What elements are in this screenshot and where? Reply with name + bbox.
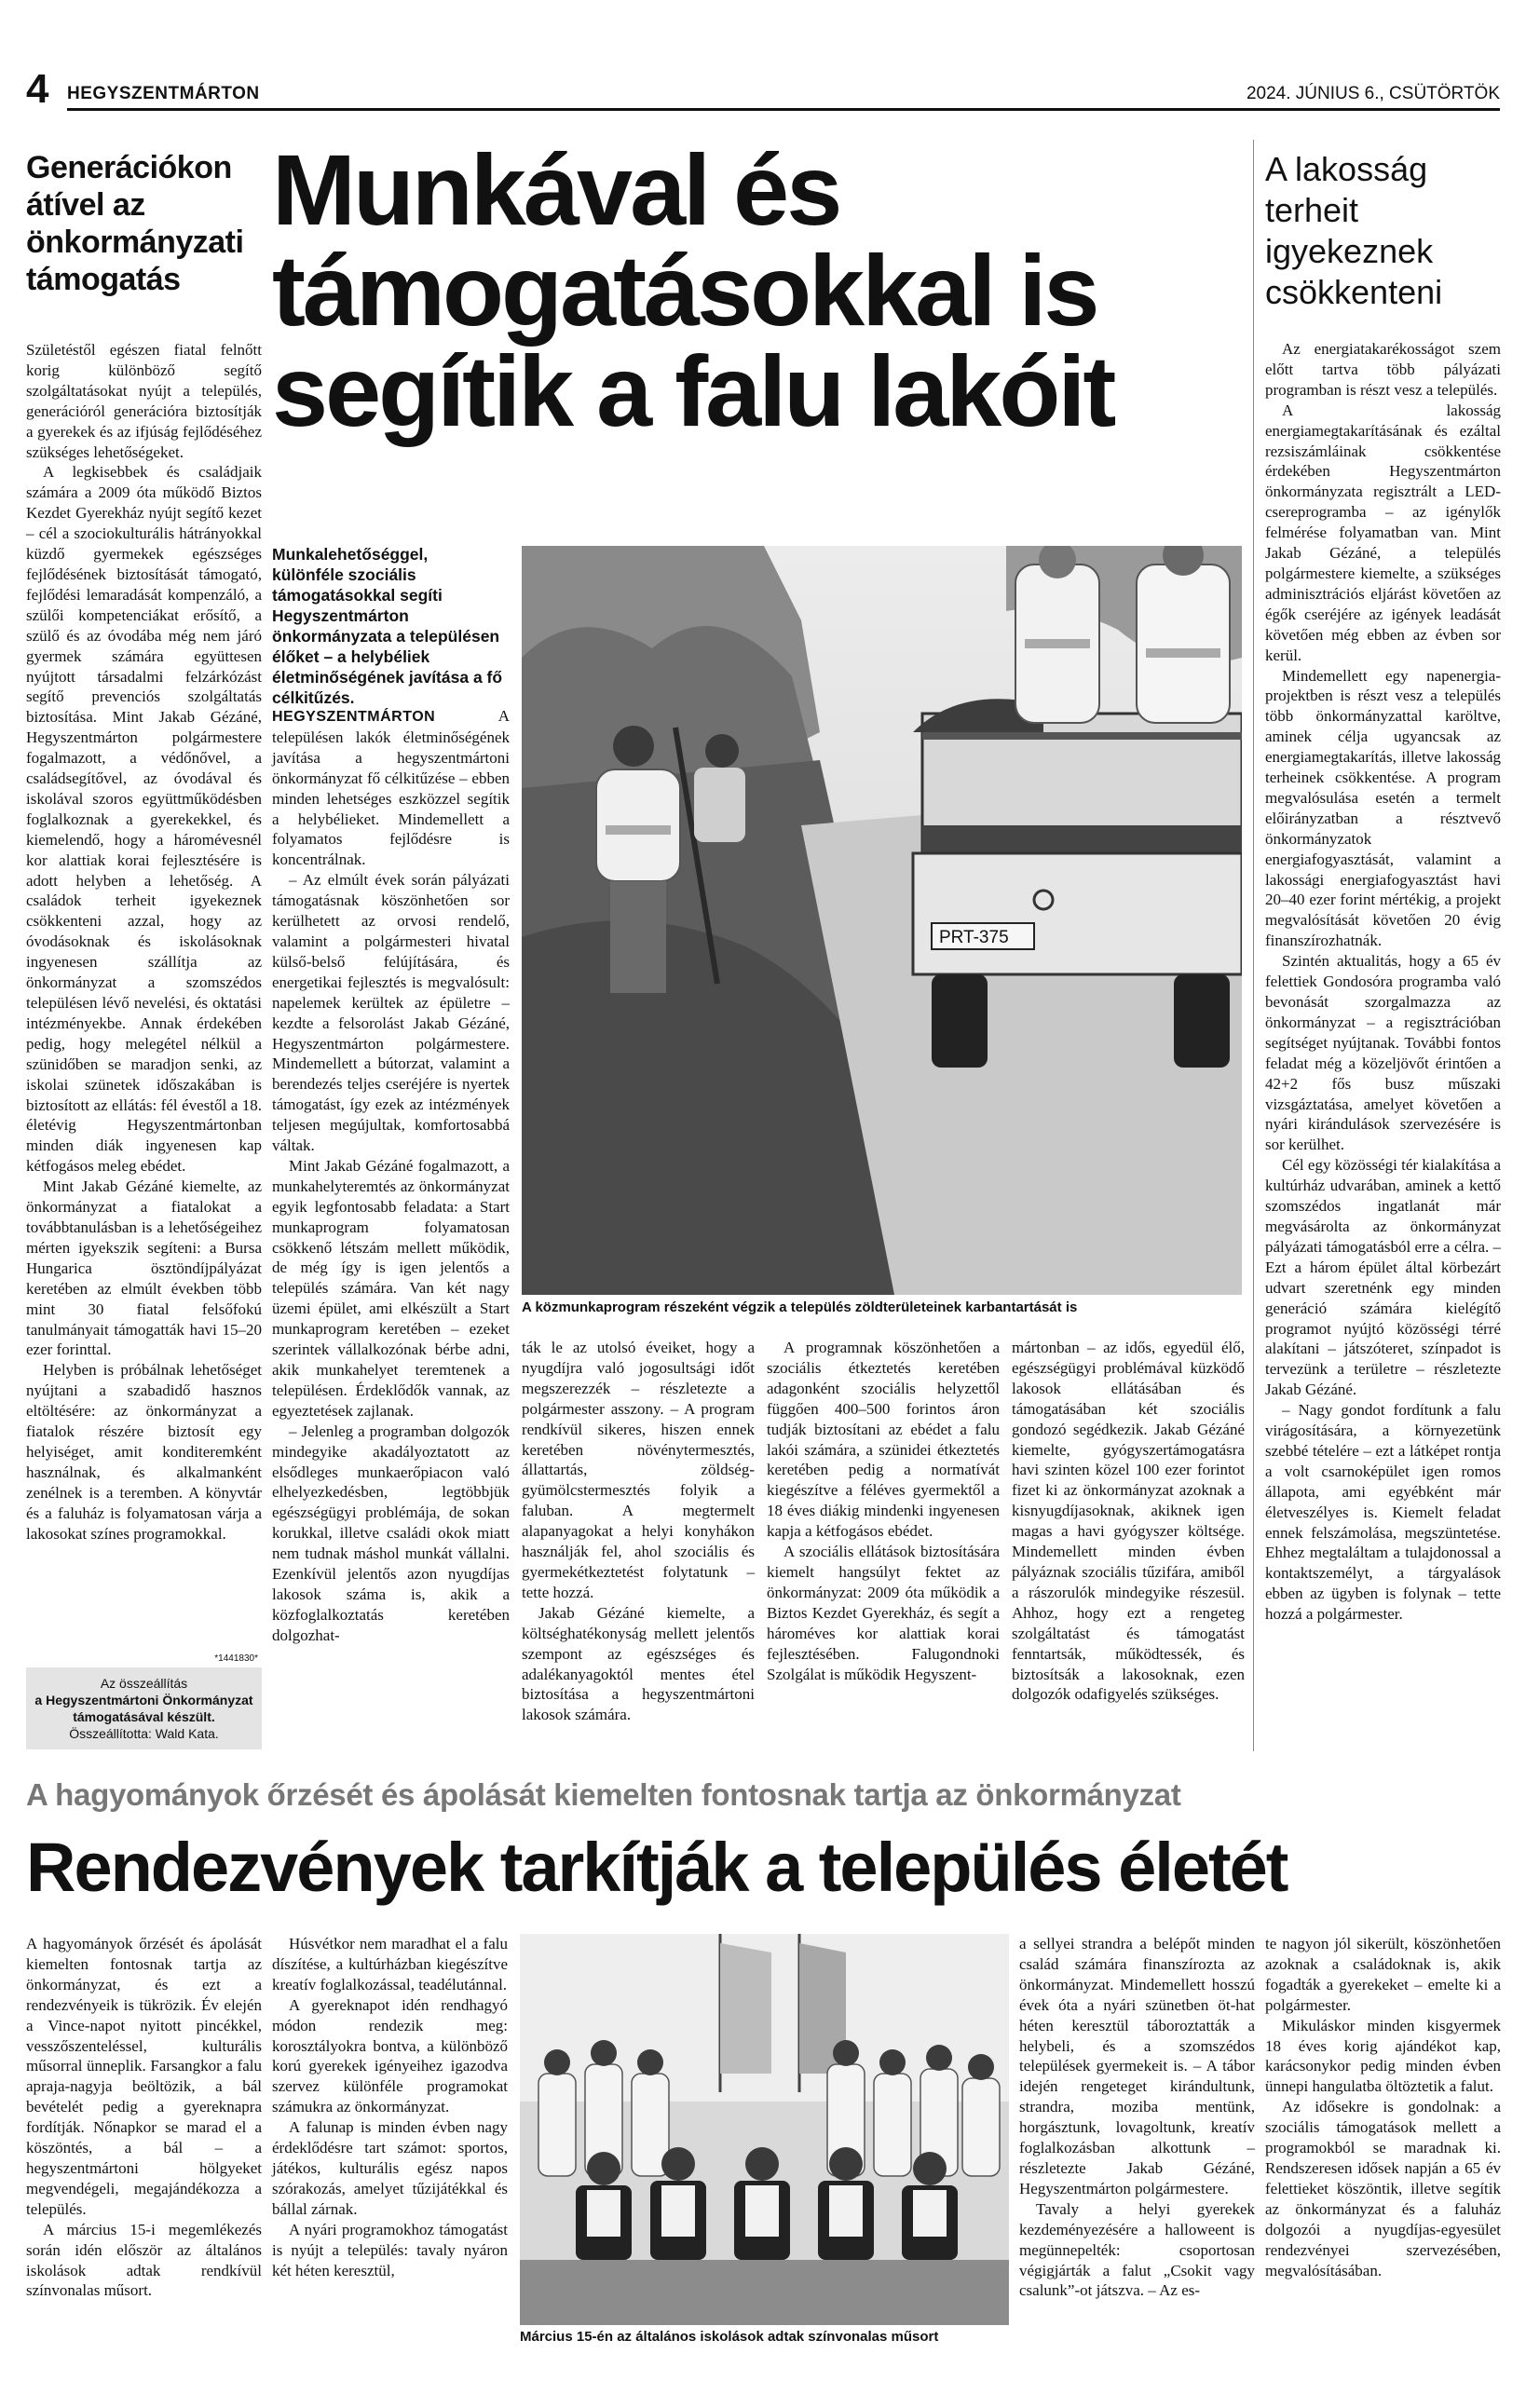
- main-column-1: [272, 706, 510, 1646]
- page-number: 4: [26, 66, 49, 112]
- right-article-title: A lakosság terheit igyekeznek csökkenteni: [1265, 150, 1443, 311]
- paragraph: A nyári programokhoz támogatást is nyújt a település: tavaly nyáron két héten keresztül,: [272, 2220, 508, 2279]
- paragraph: Húsvétkor nem maradhat el a falu díszítése, a kultúrházban kiegészítve kreatív foglalkozással, teadélutánnal.: [272, 1935, 508, 1993]
- paragraph: – Jelenleg a programban dolgozók mindegyike akadályoztatott az elsődleges munkaerőpiacon való elhelyezkedésben, legtöbbjük egészségügyi problémája, de sokan korukkal, illetve családi okok miatt nem tudnak máshol munkát vállalni. Ezenkívül jelentős azon nyugdíjas lakosok száma is, akik a közfoglalkoztatás keretében dolgozhat-: [272, 1422, 510, 1644]
- paragraph: [272, 706, 510, 870]
- paragraph: Az energiatakarékosságot szem előtt tartva több pályázati programban is részt vesz a település.: [1265, 340, 1501, 399]
- headline-line: Munkával és: [272, 133, 840, 246]
- paragraph: – Nagy gondot fordítunk a falu virágosítására, a környezetünk szebbé tételére – ezt a látképet rontja a volt csarnoképület igen romos állapota, ami egyébként már életveszélyes is. Kiemelt feladat ennek felszámolása, megszüntetése. Ehhez megtaláltam a tulajdonossal a kontaktszemélyt, a tárgyalások ebben az ügyben is folynak – tette hozzá a polgármester.: [1265, 1401, 1501, 1624]
- main-column-3: [767, 1338, 1000, 1684]
- bottom-column-3: [1019, 1934, 1255, 2301]
- note-line: a Hegyszentmártoni Önkormányzat támogatásával készült.: [34, 1693, 253, 1724]
- section-name: HEGYSZENTMÁRTON: [67, 84, 260, 103]
- paragraph: A falunap is minden évben nagy érdeklődésre tart számot: sportos, játékos, kulturális egész napos szórakozás, amelyet tűzijátékkal és bállal zárnak.: [272, 2118, 508, 2218]
- header-rule: [67, 108, 1500, 111]
- photo-illustration: [520, 1934, 1009, 2325]
- main-column-4: [1012, 1338, 1245, 1705]
- paragraph: A hagyományok őrzését és ápolását kiemelten fontosnak tartja az önkormányzat, és ezt a rendezvényeik is tükrözik. Év elején a Vince-napot nyitott pincékkel, vesszőszenteléssel, kulturális műsorral ünneplik. Farsangkor a falu apraja-nagyja beöltözik, a bál bevételét pedig a gyereknapra fordítják. Nőnapkor se marad el a köszöntés, a bál – a hegyszentmártoni hölgyeket megvendégeli, megajándékozza a település.: [26, 1935, 262, 2218]
- paragraph: Helyben is próbálnak lehetőséget nyújtani a szabadidő hasznos eltöltésére: az önkormányzat a fiatalok részére biztosít egy helyiséget, amit konditeremként használnak, és alkalmanként zenélnek is a teremben. A könyvtár és a faluház is folyamatosan várja a lakosokat színes programokkal.: [26, 1361, 262, 1543]
- headline-line: támogatásokkal is: [272, 234, 1097, 347]
- paragraph: Jakab Gézáné kiemelte, a költséghatékonyság mellett jelentős szempont az egészséges és adalékanyagoktól mentes étel biztosítása a hegyszentmártoni lakosok számára.: [522, 1603, 755, 1724]
- paragraph: Mikuláskor minden kisgyermek 18 éves korig ajándékot kap, karácsonykor pedig minden évben ünnepi hangulatba öltöztetik a falut.: [1265, 2016, 1501, 2096]
- paragraph: Tavaly a helyi gyerekek kezdeményezésére a halloweent is megünnepelték: csoportosan végigjárták a falut „Csokit vagy csalunk”-ot játszva. – Az es-: [1019, 2199, 1255, 2300]
- paragraph: A legkisebbek és családjaik számára a 2009 óta működő Biztos Kezdet Gyerekház nyújt segítő kezet – cél a szociokulturális hátrányokkal küzdő gyermekek egészséges fejlődésének biztosítását támogató, fejlődési lemaradását kompenzáló, a szülői kompetenciákat erősítő, a szülő és az óvodába még nem járó gyermek számára együttesen nyújtott társadalmi felzárkózást segítő prevenciós szolgáltatás biztosítása. Mint Jakab Gézáné, Hegyszentmárton polgármestere fogalmazott, a védőnővel, a családsegítővel, az óvodával és iskolával szoros együttműködésben foglalkoznak a gyerekekkel, és kiemelendő, hogy a háromévesnél kor alattiak korai fejlesztésére is adott helyben a lehetőség. A családok terheit igyekeznek csökkenteni azzal, hogy az óvodásoknak és iskolásoknak ingyenesen szállítja az önkormányzat a szomszédos településen lévő nevelési, és oktatási intézményekbe. Annak érdekében pedig, hogy melegétel nélkül a szünidőben se maradjon senki, az iskolai szünetek időszakában is biztosított az ellátás: fél évestől a 18. életévig Hegyszentmártonban minden diák ingyenesen kap kétfogásos meleg ebédet.: [26, 463, 262, 1176]
- license-plate: PRT-375: [939, 928, 1009, 947]
- bottom-column-1: [26, 1934, 262, 2301]
- main-headline: [272, 133, 1250, 447]
- sponsor-note: [26, 1653, 262, 1749]
- paragraph: ták le az utolsó éveiket, hogy a nyugdíjra való jogosultsági időt megszerezzék – részletezte a polgármester asszony. – A program rendkívül sikeres, hiszen ennek keretében növénytermesztés, állattartás, zöldség-gyümölcstermesztés folyik a faluban. A megtermelt alapanyagokat a helyi konyhákon használják fel, ahol szociális és gyermekétkeztetést folytatunk – tette hozzá.: [522, 1339, 755, 1601]
- bottom-column-2: [272, 1934, 508, 2280]
- note-line: Az összeállítás: [100, 1676, 188, 1691]
- issue-date: 2024. JÚNIUS 6., CSÜTÖRTÖK: [1246, 84, 1500, 103]
- ad-code: *1441830*: [214, 1653, 258, 1664]
- photo-caption: Március 15-én az általános iskolások adtak színvonalas műsort: [520, 2329, 939, 2345]
- left-article-title: Generációkon átível az önkormányzati támogatás: [26, 150, 244, 297]
- paragraph: A szociális ellátások biztosítására kiemelt hangsúlyt fektet az önkormányzat: 2009 óta működik a Biztos Kezdet Gyerekház, és segít a hároméves kor alattiak korai fejlesztésében. Falugondnoki Szolgálat is működik Hegyszent-: [767, 1543, 1000, 1683]
- paragraph: mártonban – az idős, egyedül élő, egészségügyi problémával küzködő lakosok ellátásában és támogatásában két szociális gondozó segédkezik. Jakab Gézáné kiemelte, gyógyszertámogatásra havi szinten közel 100 ezer forintot fizet ki az önkormányzat azoknak a kisnyugdíjasoknak, akiknek igen magas a havi gyógyszer költsége. Mindemellett minden évben pályáznak szociális tűzifára, amiből a rászorulók mindegyike részesül. Ahhoz, hogy ezt a rengeteg szolgáltatást és támogatást fenntartsák, működtessék, és biztosítsák a lakosoknak, ezen dolgozók odafigyelés szükséges.: [1012, 1339, 1245, 1704]
- article-lead: Munkalehetőséggel, különféle szociális támogatásokkal segíti Hegyszentmárton önkormányzata a településen élőket – a helybéliek életminőségének javítása a fő célkitűzés.: [272, 545, 503, 707]
- paragraph: Mint Jakab Gézáné fogalmazott, a munkahelyteremtés az önkormányzat egyik legfontosabb feladata: a Start munkaprogram folyamatosan csökkenő létszám mellett működik, de még így is igen jelentős a település számára. Van két nagy üzemi épület, ami elkészült a Start munkaprogram keretében – ezeket szerintek vállalkozónak bérbe adni, akik munkahelyet teremtenek a településen. Érdeklődők vannak, az egyeztetések zajlanak.: [272, 1156, 510, 1420]
- photo-illustration: [522, 546, 1242, 1295]
- left-article-body: [26, 340, 262, 1544]
- kicker: HEGYSZENTMÁRTON: [272, 709, 436, 725]
- paragraph: Cél egy közösségi tér kialakítása a kultúrház udvarában, aminek a kettő szomszédos ingatlanát már megvásárolta az önkormányzat pályázati támogatásból erre a célra. – Ezt a három épület által körbezárt udvart szeretnénk egy minden generáció számára kielégítő programot nyújtó közösségi térré alakítani – játszóteret, színpadot is tervezünk a területre – részletezte Jakab Gézáné.: [1265, 1156, 1501, 1399]
- paragraph: A március 15-i megemlékezés során idén először az általános iskolások adtak rendkívül színvonalas műsort.: [26, 2220, 262, 2300]
- photo-caption: A közmunkaprogram részeként végzik a település zöldterületeinek karbantartását is: [522, 1299, 1078, 1315]
- paragraph: Szintén aktualitás, hogy a 65 év felettiek Gondosóra programba való bevonását szorgalmazza az önkormányzat – a regisztrációban segítséget nyújtanak. További fontos feladat még a közeljövőt érintően a 42+2 fős busz műszaki vizsgáztatása, amelyet követően a nyári kirándulások szervezésére is sor kerülhet.: [1265, 952, 1501, 1154]
- bottom-article-title: Rendezvények tarkítják a település életét: [26, 1829, 1288, 1906]
- school-performance-photo: [520, 1934, 1009, 2325]
- bottom-article-subtitle: A hagyományok őrzését és ápolását kiemelten fontosnak tartja az önkormányzat: [26, 1777, 1181, 1812]
- main-column-2: [522, 1338, 755, 1725]
- headline-line: segítik a falu lakóit: [272, 334, 1114, 447]
- paragraph: Mindemellett egy napenergia-projektben is részt vesz a település több önkormányzattal karöltve, aminek célja ugyancsak az energiamegtakarítás, illetve lakosság terheinek csökkentése. A program megvalósulása esetén a termelt előirányzatban a résztvevő önkormányzatok energiafogyasztását, valamint a lakossági energiafogyasztást havi 20–40 ezer forint mértékig, a projekt megvalósítását követően 20 évig finanszírozhatnák.: [1265, 666, 1501, 950]
- paragraph: A programnak köszönhetően a szociális étkeztetés keretében adagonként szociális helyzettől függően 400–500 forintos áron tudják biztosítani az ebédet a falu lakói számára, a szünidei étkeztetés keretében pedig a normatívát kiegészítve a féléves gyermektől a 18 éves diákig mindenki ingyenesen kapja a kétfogásos ebédet.: [767, 1339, 1000, 1541]
- bottom-column-4: [1265, 1934, 1501, 2280]
- paragraph: Az idősekre is gondolnak: a szociális támogatások mellett a programokból se maradnak ki. Rendszeresen idősek napján a 65 év felettieket köszöntik, illetve segítik az önkormányzat és a faluház dolgozói a nyugdíjas-egyesület rendezvényei szervezésében, megvalósításában.: [1265, 2098, 1501, 2279]
- paragraph-text: A településen lakók életminőségének javítása a hegyszentmártoni önkormányzat fő célkitűzése – ebben minden lehetséges eszközzel segítik a helybélieket. Mindemellett a folyamatos fejlődésre is koncentrálnak.: [272, 707, 510, 869]
- paragraph: A gyereknapot idén rendhagyó módon rendezik meg: korosztályokra bontva, a különböző korú gyerekek igényeihez igazodva szervez különféle programokat számukra az önkormányzat.: [272, 1995, 508, 2116]
- paragraph: A lakosság energiamegtakarításának és ezáltal rezsiszámláinak csökkentése érdekében Hegyszentmárton önkormányzata regisztrált a LED-csereprogramba – az igénylők felmérése folyamatban van. Mint Jakab Gézáné, a település polgármestere kiemelte, a szükséges adminisztrációs eljárást követően az égők cseréjére az igények leadását követően még ebben az évben sor kerül.: [1265, 401, 1501, 664]
- right-article-body: [1265, 339, 1501, 1625]
- note-line: Összeállította: Wald Kata.: [69, 1726, 219, 1741]
- paragraph: – Az elmúlt évek során pályázati támogatásnak köszönhetően sor kerülhetett az orvosi rendelő, valamint a polgármesteri hivatal külső-belső felújítására, és energetikai fejlesztés is megvalósult: napelemek kerültek az épületre – kezdte a felsorolást Jakab Gézáné, Hegyszentmárton polgármestere. Mindemellett a bútorzat, valamint a berendezés teljes cseréjére is nyertek támogatást, így ezek az intézmények teljesen megújultak, komfortosabbá váltak.: [272, 871, 510, 1155]
- public-work-photo: [522, 546, 1242, 1295]
- paragraph: Mint Jakab Gézáné kiemelte, az önkormányzat a fiatalokat a továbbtanulásban is a lehetőségeihez mérten igyekszik segíteni: a Bursa Hungarica ösztöndíjpályázat keretében az elmúlt években több mint 30 fiatal felsőfokú tanulmányait támogatták havi 15–20 ezer forinttal.: [26, 1177, 262, 1359]
- paragraph: Születéstől egészen fiatal felnőtt korig különböző segítő szolgáltatásokat nyújt a település, generációról generációra biztosítják a gyerekek és az ifjúság fejlődéséhez szükséges lehetőségeket.: [26, 341, 262, 461]
- paragraph: a sellyei strandra a belépőt minden család számára finanszírozta az önkormányzat. Mindemellett hosszú évek óta a nyári szünetben öt-hat héten keresztül táboroztatták a helybeli, és a szomszédos települések gyermekeit is. – A tábor idején rengeteget kirándultunk, strandra, moziba mentünk, horgásztunk, lovagoltunk, kreatív foglalkozásban alkottunk – részletezte Jakab Gézáné, Hegyszentmárton polgármestere.: [1019, 1935, 1255, 2197]
- paragraph: te nagyon jól sikerült, köszönhetően azoknak a családoknak is, akik fogadták a gyerekeket – emelte ki a polgármester.: [1265, 1935, 1501, 2014]
- column-rule: [1253, 140, 1254, 1751]
